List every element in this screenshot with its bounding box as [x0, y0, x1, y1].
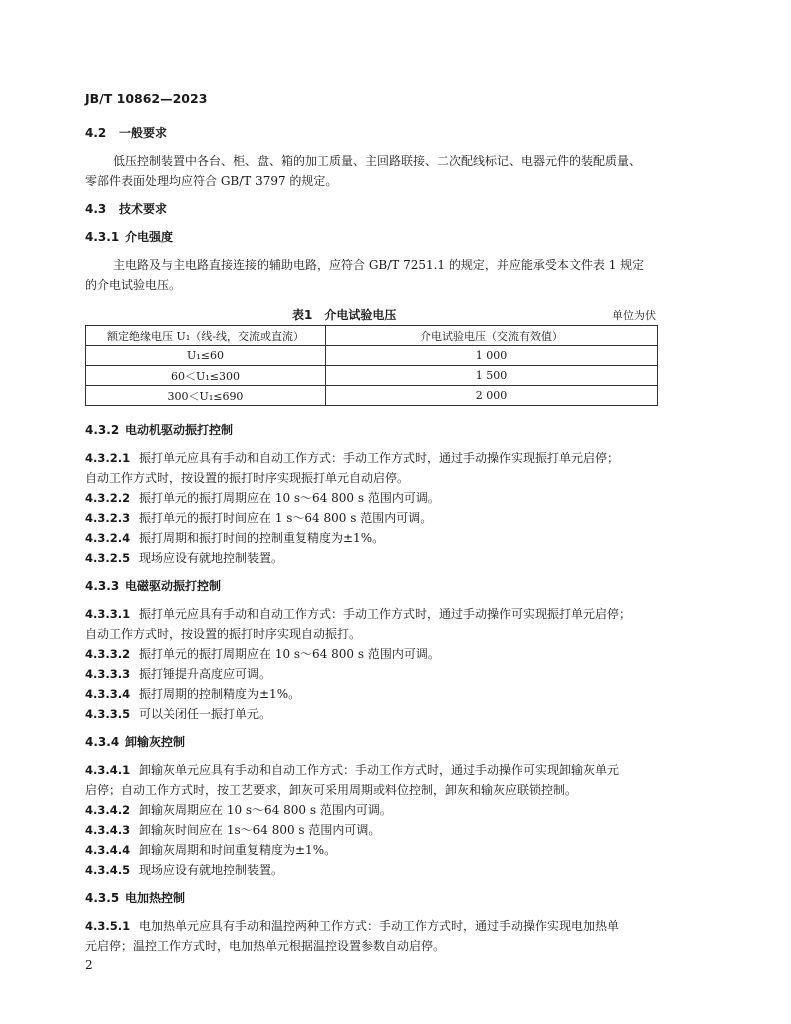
section-number: 4.3: [85, 202, 107, 216]
section-heading-4-3-1: [85, 228, 173, 245]
clause-4-3-5-1: [85, 917, 619, 934]
table-cell: 1 000: [326, 346, 658, 366]
clause-text: 振打周期的控制精度为±1%。: [139, 687, 301, 701]
paragraph-line: 零部件表面处理均应符合 GB/T 3797 的规定。: [85, 174, 338, 188]
clause-number: 4.3.2.1: [85, 451, 131, 465]
clause-number: 4.3.3.2: [85, 647, 131, 661]
section-title: 卸输灰控制: [125, 735, 186, 749]
table-header-cell: 介电试验电压（交流有效值）: [326, 326, 658, 346]
table-cell: 1 500: [326, 366, 658, 386]
clause-text: 卸输灰时间应在 1s～64 800 s 范围内可调。: [139, 823, 381, 837]
clause-text: 现场应设有就地控制装置。: [139, 551, 284, 565]
clause-4-3-3-4: [85, 685, 300, 702]
clause-4-3-4-4: [85, 841, 336, 858]
clause-number: 4.3.2.5: [85, 551, 131, 565]
clause-4-3-3-1: [85, 605, 631, 622]
section-heading-4-3-3: [85, 577, 221, 594]
clause-text: 振打单元的振打周期应在 10 s～64 800 s 范围内可调。: [139, 647, 440, 661]
clause-4-3-3-5: [85, 705, 271, 722]
paragraph-line: 低压控制装置中各台、柜、盘、箱的加工质量、主回路联接、二次配线标记、电器元件的装配质量、: [113, 154, 642, 168]
clause-number: 4.3.5.1: [85, 919, 131, 933]
clause-continuation: 元启停；温控工作方式时，电加热单元根据温控设置参数自动启停。: [85, 939, 446, 953]
section-heading-4-3-4: [85, 733, 185, 750]
section-number: 4.3.5: [85, 891, 120, 905]
clause-continuation: 启停；自动工作方式时，按工艺要求，卸灰可采用周期或料位控制，卸灰和输灰应联锁控制。: [85, 783, 578, 797]
clause-number: 4.3.3.5: [85, 707, 131, 721]
clause-number: 4.3.4.4: [85, 843, 131, 857]
clause-number: 4.3.2.2: [85, 491, 131, 505]
table-cell: 300＜U₁≤690: [86, 386, 326, 406]
clause-4-3-4-1: [85, 761, 619, 778]
table-header-cell: 额定绝缘电压 U₁（线-线，交流或直流）: [86, 326, 326, 346]
clause-4-3-3-3: [85, 665, 271, 682]
table-cell: 2 000: [326, 386, 658, 406]
section-title: 电动机驱动振打控制: [125, 423, 234, 437]
section-title: 技术要求: [119, 202, 168, 216]
section-number: 4.3.3: [85, 579, 120, 593]
clause-number: 4.3.4.1: [85, 763, 131, 777]
section-title: 电磁驱动振打控制: [125, 579, 222, 593]
clause-4-3-2-3: [85, 509, 432, 526]
clause-number: 4.3.4.5: [85, 863, 131, 877]
section-heading-4-3-5: [85, 889, 185, 906]
clause-text: 现场应设有就地控制装置。: [139, 863, 284, 877]
table-caption: 表1 介电试验电压: [292, 308, 397, 322]
clause-text: 振打单元的振打周期应在 10 s～64 800 s 范围内可调。: [139, 491, 440, 505]
table-row: [86, 366, 658, 386]
table-row: [86, 386, 658, 406]
section-heading-4-3-2: [85, 421, 233, 438]
clause-number: 4.3.4.2: [85, 803, 131, 817]
clause-number: 4.3.3.4: [85, 687, 131, 701]
section-number: 4.3.4: [85, 735, 120, 749]
clause-text: 振打单元的振打时间应在 1 s～64 800 s 范围内可调。: [139, 511, 433, 525]
section-title: 电加热控制: [125, 891, 186, 905]
paragraph-line: 的介电试验电压。: [85, 278, 182, 292]
section-title: 一般要求: [119, 126, 168, 140]
clause-number: 4.3.3.3: [85, 667, 131, 681]
page-number: 2: [85, 958, 93, 972]
standard-number: JB/T 10862—2023: [85, 91, 208, 106]
clause-text: 振打单元应具有手动和自动工作方式：手动工作方式时，通过手动操作实现振打单元启停；: [139, 451, 620, 465]
clause-number: 4.3.2.3: [85, 511, 131, 525]
dielectric-voltage-table: [85, 325, 658, 406]
clause-number: 4.3.2.4: [85, 531, 131, 545]
section-number: 4.3.1: [85, 230, 120, 244]
section-heading-4-2: [85, 124, 167, 141]
clause-continuation: 自动工作方式时，按设置的振打时序实现振打单元自动启停。: [85, 471, 410, 485]
clause-text: 卸输灰周期应在 10 s～64 800 s 范围内可调。: [139, 803, 392, 817]
clause-text: 振打单元应具有手动和自动工作方式：手动工作方式时，通过手动操作可实现振打单元启停；: [139, 607, 632, 621]
section-number: 4.2: [85, 126, 107, 140]
clause-text: 可以关闭任一振打单元。: [139, 707, 272, 721]
section-number: 4.3.2: [85, 423, 120, 437]
section-title: 介电强度: [125, 230, 174, 244]
clause-4-3-3-2: [85, 645, 440, 662]
clause-text: 卸输灰单元应具有手动和自动工作方式：手动工作方式时，通过手动操作可实现卸输灰单元: [139, 763, 620, 777]
clause-4-3-4-5: [85, 861, 283, 878]
table-unit: 单位为伏: [612, 309, 656, 322]
table-cell: U₁≤60: [86, 346, 326, 366]
clause-continuation: 自动工作方式时，按设置的振打时序实现自动振打。: [85, 627, 362, 641]
table-header-row: [86, 326, 658, 346]
clause-text: 振打周期和振打时间的控制重复精度为±1%。: [139, 531, 385, 545]
paragraph-line: 主电路及与主电路直接连接的辅助电路，应符合 GB/T 7251.1 的规定，并应能承受本文件表 1 规定: [113, 258, 645, 272]
clause-4-3-4-2: [85, 801, 392, 818]
table-cell: 60＜U₁≤300: [86, 366, 326, 386]
clause-number: 4.3.3.1: [85, 607, 131, 621]
section-heading-4-3: [85, 200, 167, 217]
clause-4-3-2-1: [85, 449, 619, 466]
clause-text: 振打锤提升高度应可调。: [139, 667, 272, 681]
clause-4-3-4-3: [85, 821, 380, 838]
clause-text: 卸输灰周期和时间重复精度为±1%。: [139, 843, 337, 857]
clause-text: 电加热单元应具有手动和温控两种工作方式：手动工作方式时，通过手动操作实现电加热单: [139, 919, 620, 933]
clause-4-3-2-5: [85, 549, 283, 566]
clause-4-3-2-2: [85, 489, 440, 506]
clause-4-3-2-4: [85, 529, 384, 546]
table-row: [86, 346, 658, 366]
clause-number: 4.3.4.3: [85, 823, 131, 837]
